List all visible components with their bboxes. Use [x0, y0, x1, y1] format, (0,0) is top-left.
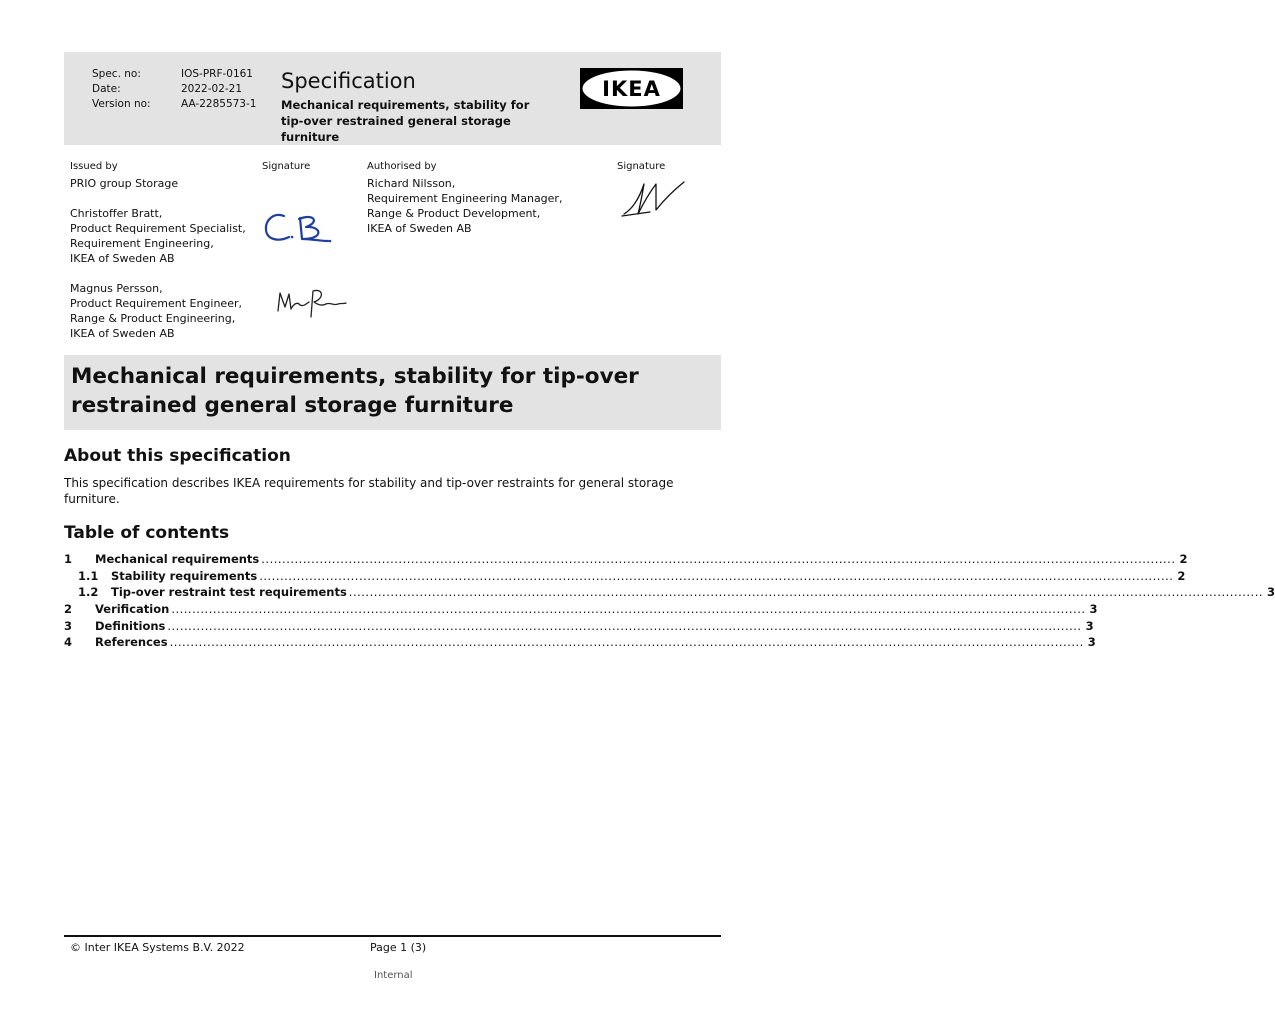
authorised-by-label: Authorised by — [367, 161, 437, 172]
toc-entry-page: 2 — [1179, 552, 1188, 566]
authorised-signature-label: Signature — [617, 161, 666, 172]
spec-meta — [92, 67, 256, 112]
document-title: Mechanical requirements, stability for tip-over restrained general storage furniture — [71, 364, 639, 418]
toc-entry-number: 1 — [64, 552, 73, 566]
table-of-contents — [64, 552, 1275, 652]
about-heading: About this specification — [64, 446, 291, 466]
toc-leader-dots: ............................................................................................................................................................................................................................ — [171, 602, 1086, 617]
document-title-band — [64, 355, 721, 430]
toc-leader-dots: ............................................................................................................................................................................................................................ — [348, 585, 1264, 600]
footer-rule — [64, 935, 721, 937]
issuer-1-role: Product Requirement Specialist, — [70, 222, 246, 235]
toc-entry-page: 3 — [1089, 602, 1098, 617]
authoriser-name: Richard Nilsson, — [367, 177, 456, 190]
toc-entry-number: 2 — [64, 602, 73, 617]
issuer-1-dept: Requirement Engineering, — [70, 237, 214, 250]
toc-leader-dots: ............................................................................................................................................................................................................................ — [167, 618, 1082, 633]
toc-entry-title[interactable]: Tip-over restraint test requirements — [111, 585, 347, 600]
spec-no-value: IOS-PRF-0161 — [181, 68, 253, 80]
toc-entry-number: 1.2 — [78, 585, 99, 600]
footer-page-number: Page 1 (3) — [370, 941, 427, 954]
spec-subtitle: Mechanical requirements, stability for tip-over restrained general storage furniture — [281, 98, 530, 144]
issuer-1 — [70, 206, 246, 266]
issuer-2-role: Product Requirement Engineer, — [70, 297, 242, 310]
toc-entry[interactable] — [64, 568, 1186, 586]
version-label: Version no: — [92, 98, 151, 110]
authoriser-org: IKEA of Sweden AB — [367, 222, 472, 235]
toc-entry-page: 2 — [1177, 568, 1186, 583]
date-label: Date: — [92, 83, 121, 95]
issuer-2 — [70, 281, 242, 341]
toc-leader-dots: ............................................................................................................................................................................................................................ — [259, 568, 1174, 583]
signature-christoffer-bratt — [262, 208, 334, 248]
footer-copyright: © Inter IKEA Systems B.V. 2022 — [70, 941, 245, 954]
date-value: 2022-02-21 — [181, 83, 243, 95]
issued-by-label: Issued by — [70, 161, 118, 172]
logo-text: IKEA — [602, 77, 661, 101]
issued-signature-label: Signature — [262, 161, 311, 172]
toc-entry-title[interactable]: Mechanical requirements — [95, 552, 260, 566]
issuer-2-dept: Range & Product Engineering, — [70, 312, 236, 325]
toc-entry[interactable] — [64, 618, 1094, 636]
issuer-1-name: Christoffer Bratt, — [70, 207, 163, 220]
spec-header — [64, 52, 721, 145]
toc-entry[interactable] — [64, 552, 1188, 569]
issuer-1-org: IKEA of Sweden AB — [70, 252, 175, 265]
toc-entry-number: 4 — [64, 635, 73, 650]
toc-entry-title[interactable]: Stability requirements — [111, 568, 258, 583]
issuing-group: PRIO group Storage — [70, 177, 179, 190]
toc-entry-number: 1.1 — [78, 568, 99, 583]
doc-type-title: Specification — [281, 69, 416, 93]
toc-entry-page: 3 — [1085, 618, 1094, 633]
toc-entry-page: 3 — [1267, 585, 1275, 600]
toc-entry-title[interactable]: References — [95, 635, 168, 650]
authoriser-dept: Range & Product Development, — [367, 207, 541, 220]
footer-classification: Internal — [374, 970, 413, 981]
signature-richard-nilsson — [620, 178, 702, 220]
toc-leader-dots: ............................................................................................................................................................................................................................ — [261, 552, 1176, 566]
toc-heading: Table of contents — [64, 523, 230, 543]
spec-no-label: Spec. no: — [92, 68, 141, 80]
authoriser — [367, 176, 562, 236]
toc-entry[interactable] — [64, 635, 1096, 652]
toc-entry[interactable] — [64, 585, 1275, 602]
signature-magnus-persson — [274, 285, 348, 321]
authoriser-role: Requirement Engineering Manager, — [367, 192, 563, 205]
issuer-2-org: IKEA of Sweden AB — [70, 327, 175, 340]
about-text: This specification describes IKEA requirements for stability and tip-over restraints for general storage furniture. — [64, 476, 674, 506]
toc-entry-title[interactable]: Verification — [95, 602, 170, 617]
toc-leader-dots: ............................................................................................................................................................................................................................ — [169, 635, 1084, 650]
toc-entry-page: 3 — [1087, 635, 1096, 650]
ikea-logo — [580, 68, 683, 109]
toc-entry[interactable] — [64, 602, 1098, 619]
issuer-2-name: Magnus Persson, — [70, 282, 163, 295]
version-value: AA-2285573-1 — [181, 98, 257, 110]
toc-entry-number: 3 — [64, 618, 73, 633]
toc-entry-title[interactable]: Definitions — [95, 618, 166, 633]
